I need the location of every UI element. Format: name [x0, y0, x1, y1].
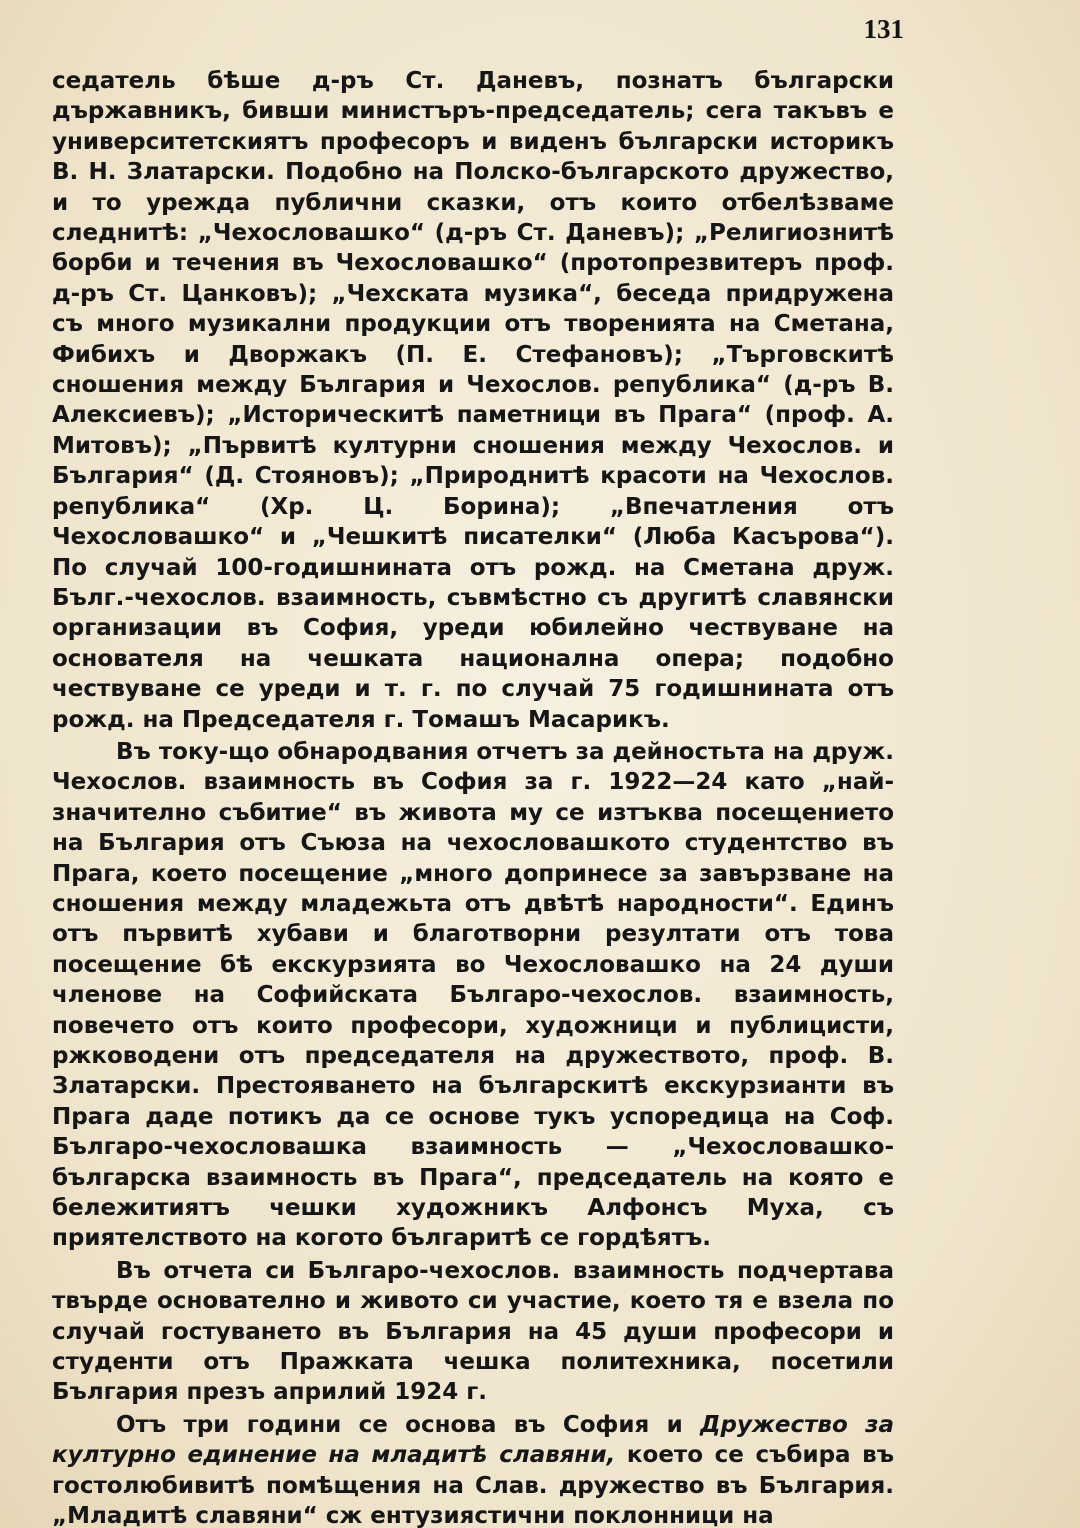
paragraph-young-slavs	[52, 1410, 894, 1528]
paragraph-young-slavs-lead: Отъ три години се основа въ София и	[116, 1411, 701, 1438]
body-text	[52, 66, 894, 1528]
paragraph-report: Въ току-що обнародвания отчетъ за дейностьта на друж. Чехослов. взаимность въ София за г. 1922—24 като „най-значително събитие“ въ живота му се изтъква посещението на България отъ Съюза на чехословашкото студентство въ Прага, което посещение „много допринесе за завързване на сношения между младежьта отъ двѣтѣ народности“. Единъ отъ първитѣ хубави и благотворни резултати отъ това посещение бѣ екскурзията во Чехословашко на 24 души членове на Софийската Българо-чехослов. взаимность, повечето отъ които професори, художници и публицисти, ржководени отъ председателя на дружеството, проф. В. Златарски. Престояването на българскитѣ екскурзианти въ Прага даде потикъ да се основе тукъ успоредица на Соф. Българо-чехословашка взаимность — „Чехословашко-българска взаимность въ Прага“, председатель на която е бележитиятъ чешки художникъ Алфонсъ Муха, съ приятелството на когото българитѣ се гордѣятъ.	[52, 738, 894, 1252]
paragraph-report-participation: Въ отчета си Българо-чехослов. взаимность подчертава твърде основателно и живото си участие, което тя е взела по случай гостуването въ България на 45 души професори и студенти отъ Пражката чешка политехника, посетили България презъ априлий 1924 г.	[52, 1257, 894, 1406]
page-number: 131	[863, 14, 904, 44]
society-name-italic: Дружество за културно единение на младитѣ славяни,	[52, 1411, 894, 1469]
paragraph-continuation: седатель бѣше д-ръ Ст. Даневъ, познатъ български държавникъ, бивши министъръ-председатель; сега такъвъ е университетскиятъ професоръ и виденъ български историкъ В. Н. Златарски. Подобно на Полско-българското дружество, и то урежда публични сказки, отъ които отбелѣзваме следнитѣ: „Чехословашко“ (д-ръ Ст. Даневъ); „Религиознитѣ борби и течения въ Чехословашко“ (протопрезвитеръ проф. д-ръ Ст. Цанковъ); „Чехската музика“, беседа придружена съ много музикални продукции отъ творенията на Сметана, Фибихъ и Дворжакъ (П. Е. Стефановъ); „Търговскитѣ сношения между България и Чехослов. република“ (д-ръ В. Алексиевъ); „Историческитѣ паметници въ Прага“ (проф. А. Митовъ); „Първитѣ културни сношения между Чехослов. и България“ (Д. Стояновъ); „Природнитѣ красоти на Чехослов. република“ (Хр. Ц. Борина); „Впечатления отъ Чехословашко“ и „Чешкитѣ писателки“ (Люба Касърова“). По случай 100-годишнината отъ рожд. на Сметана друж. Бълг.-чехослов. взаимность, съвмѣстно съ другитѣ славянски организации въ София, уреди юбилейно чествуване на основателя на чешката национална опера; подобно чествуване се уреди и т. г. по случай 75 годишнината отъ рожд. на Председателя г. Томашъ Масарикъ.	[52, 68, 894, 733]
paragraph-young-slavs-rest: което се събира въ гостолюбивитѣ помѣщения на Слав. дружество въ България. „Младитѣ славяни“ сж ентузиястични поклонници на	[52, 1442, 894, 1528]
